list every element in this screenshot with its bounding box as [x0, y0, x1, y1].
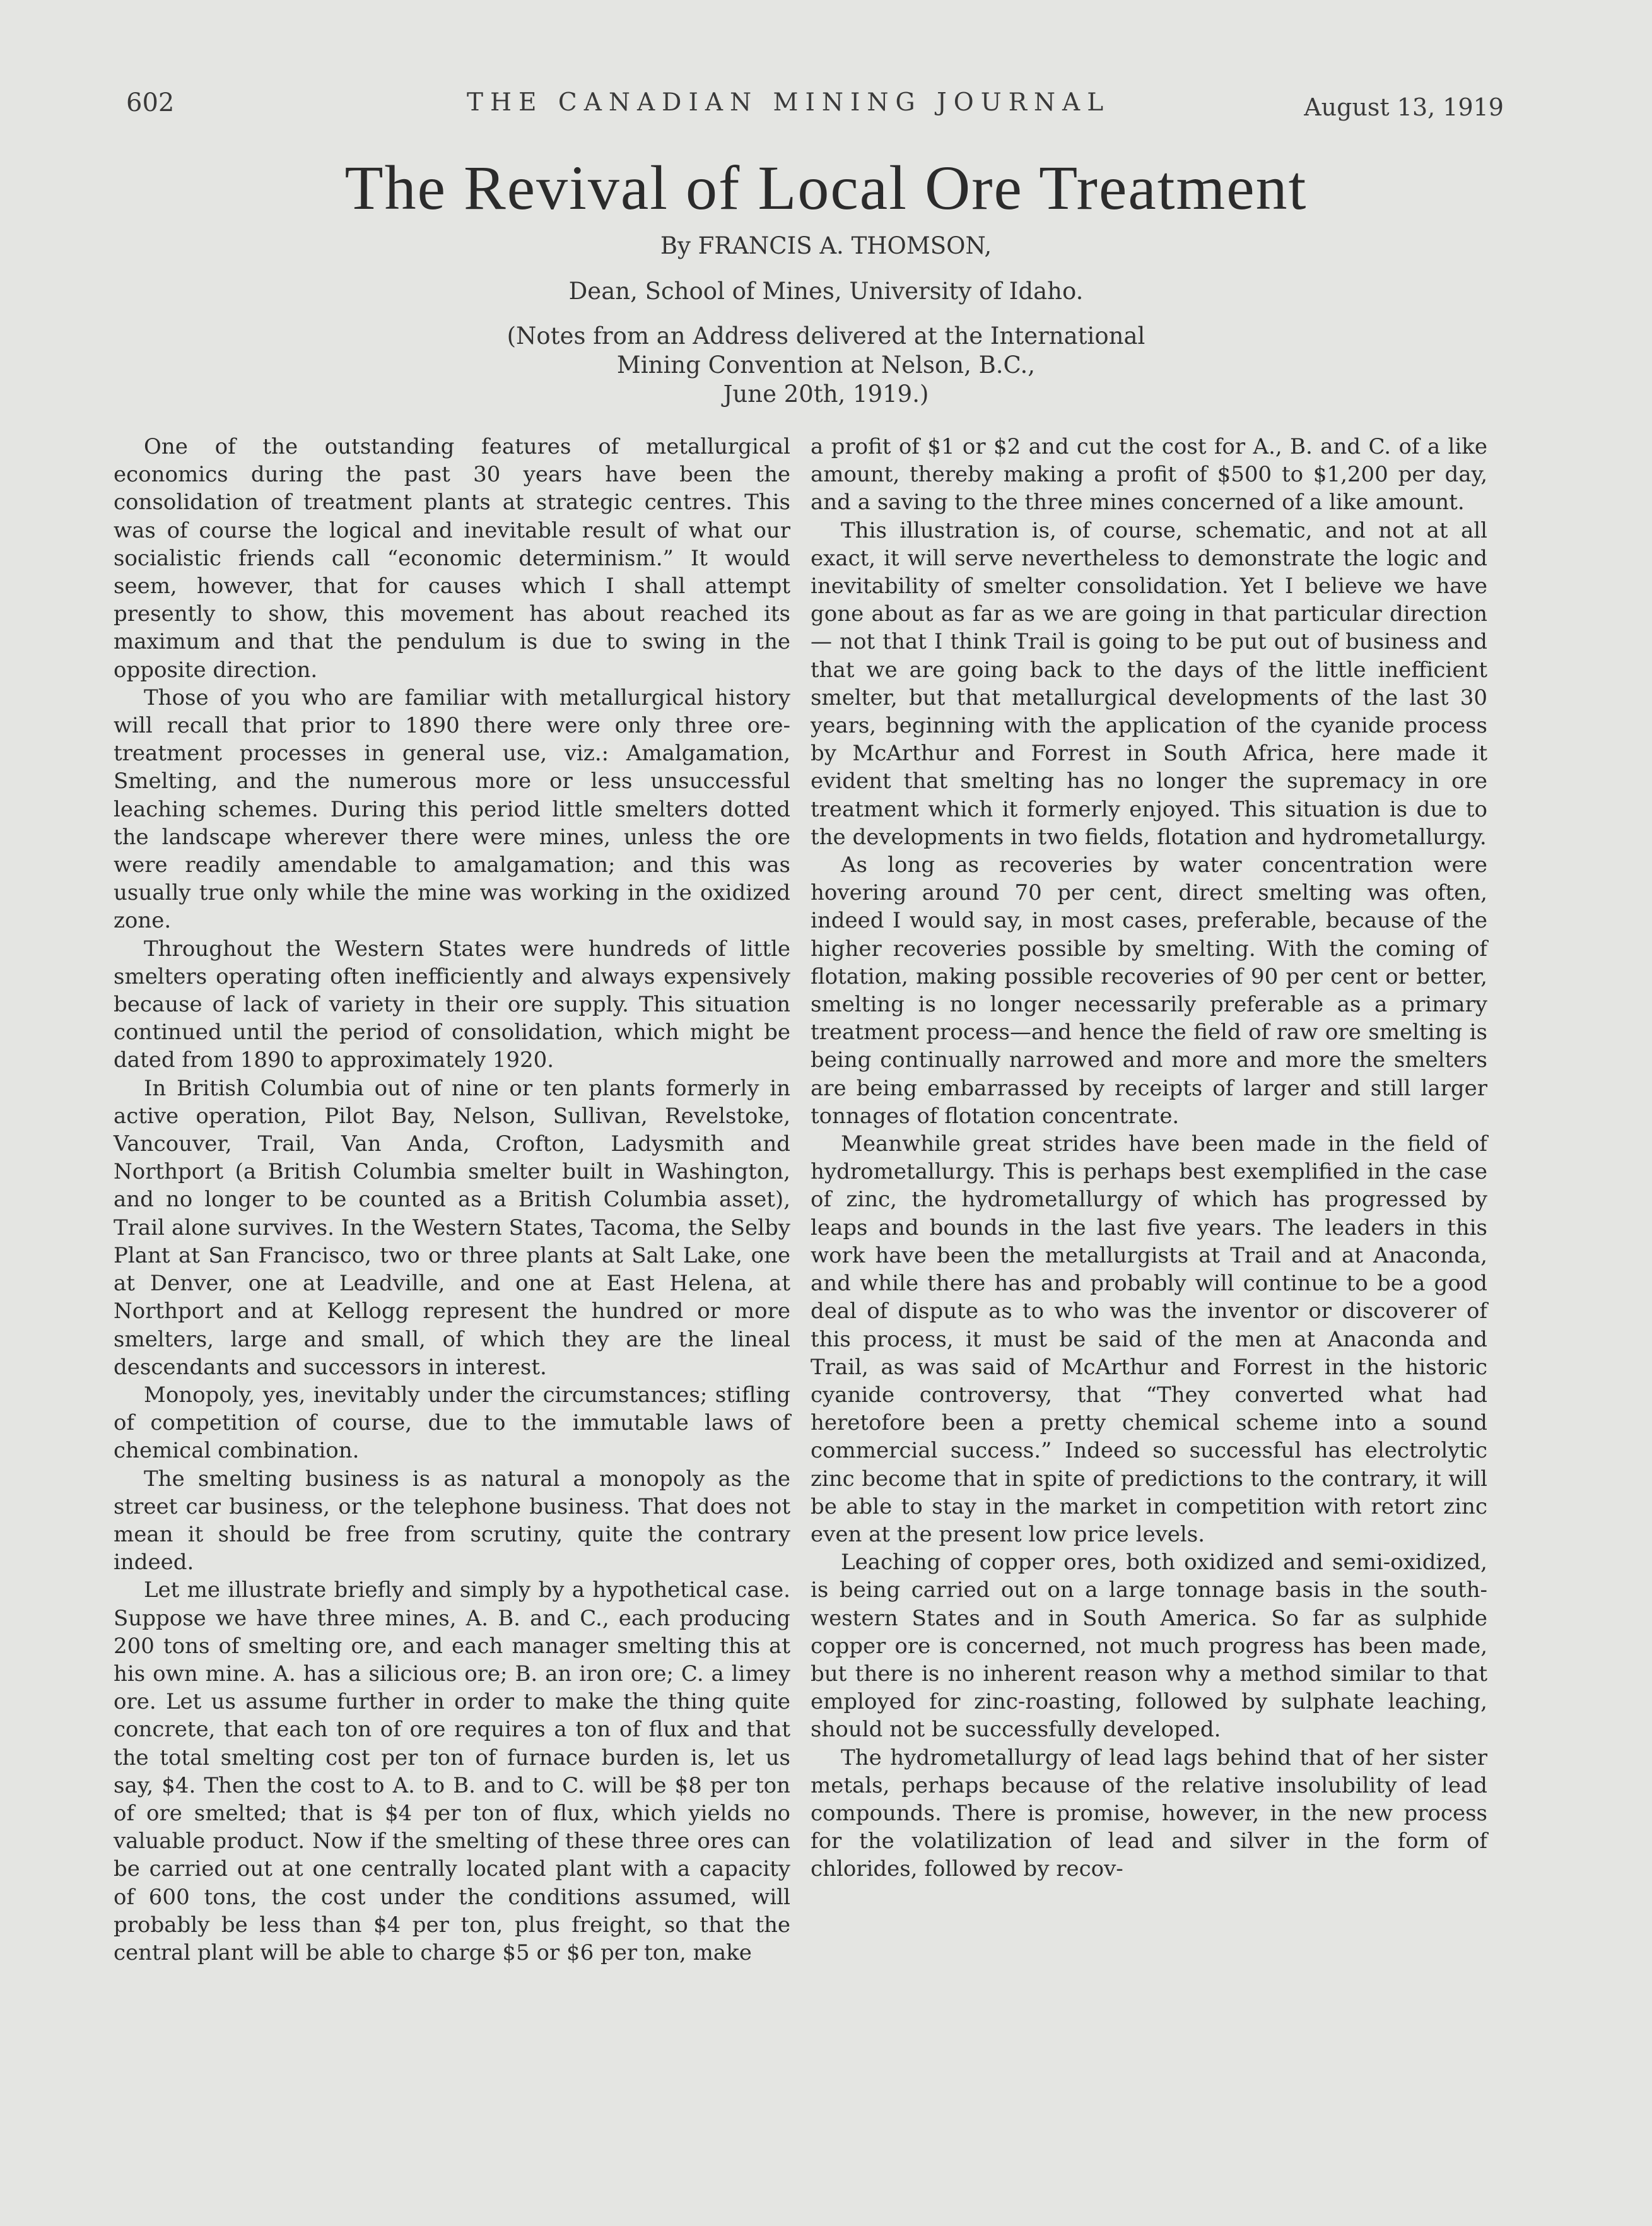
paragraph: In British Columbia out of nine or ten plants formerly in active operation, Pilot Bay, Nelson, Sullivan, Revelstoke, Vancouver, Trail, Van Anda, Crofton, Ladysmith and Northport (a British Columbia smelter built in Washington, and no longer to be counted as a British Columbia asset), Trail alone survives. In the Western States, Tacoma, the Selby Plant at San Francisco, two or three plants at Salt Lake, one at Denver, one at Leadville, and one at East Helena, at Northport and at Kellogg represent the hundred or more smelters, large and small, of which they are the lineal descendants and successors in interest.: [114, 1075, 790, 1380]
paragraph: As long as recoveries by water concentration were hovering around 70 per cent, direct smelting was often, indeed I would say, in most cases, preferable, because of the higher recoveries possible by smelting. With the coming of flotation, making possible recoveries of 90 per cent or better, smelting is no longer necessarily preferable as a primary treatment process—and hence the field of raw ore smelting is being continually narrowed and more and more the smelters are being embarrassed by receipts of larger and still larger tonnages of flotation concentrate.: [811, 852, 1487, 1129]
paragraph: Monopoly, yes, inevitably under the circumstances; stifling of competition of course, due to the immutable laws of chemical combination.: [114, 1382, 790, 1464]
paragraph: Leaching of copper ores, both oxidized and semi-oxidized, is being carried out on a large tonnage basis in the south-western States and in South America. So far as sulphide copper ore is concerned, not much progress has been made, but there is no inherent reason why a method similar to that employed for zinc-roasting, followed by sulphate leaching, should not be successfully developed.: [811, 1550, 1487, 1743]
note-line: (Notes from an Address delivered at the International: [507, 322, 1145, 350]
left-column: [114, 433, 790, 1967]
paragraph: One of the outstanding features of metallurgical economics during the past 30 years have been the consolidation of treatment plants at strategic centres. This was of course the logical and inevitable result of what our socialistic friends call “economic determinism.” It would seem, however, that for causes which I shall attempt presently to show, this movement has about reached its maximum and that the pendulum is due to swing in the opposite direction.: [114, 434, 790, 683]
paragraph: Meanwhile great strides have been made in the field of hydrometallurgy. This is perhaps best exemplified in the case of zinc, the hydrometallurgy of which has progressed by leaps and bounds in the last five years. The leaders in this work have been the metallurgists at Trail and at Anaconda, and while there has and probably will continue to be a good deal of dispute as to who was the inventor or discoverer of this process, it must be said of the men at Anaconda and Trail, as was said of McArthur and Forrest in the historic cyanide controversy, that “They converted what had heretofore been a pretty chemical scheme into a sound commercial success.” Indeed so successful has electrolytic zinc become that in spite of predictions to the contrary, it will be able to stay in the market in competition with retort zinc even at the present low price levels.: [811, 1131, 1487, 1547]
issue-date: August 13, 1919: [1304, 93, 1504, 121]
right-column: [811, 433, 1487, 1883]
note-line: Mining Convention at Nelson, B.C.,: [616, 351, 1036, 379]
paragraph: The hydrometallurgy of lead lags behind that of her sister metals, perhaps because of the relative insolubility of lead compounds. There is promise, however, in the new process for the volatilization of lead and silver in the form of chlorides, followed by recov-: [811, 1745, 1487, 1882]
paragraph: a profit of $1 or $2 and cut the cost for A., B. and C. of a like amount, thereby making a profit of $500 to $1,200 per day, and a saving to the three mines concerned of a like amount.: [811, 434, 1487, 515]
paragraph: Let me illustrate briefly and simply by a hypothetical case. Suppose we have three mines, A. B. and C., each producing 200 tons of smelting ore, and each manager smelting this at his own mine. A. has a silicious ore; B. an iron ore; C. a limey ore. Let us assume further in order to make the thing quite concrete, that each ton of ore requires a ton of flux and that the total smelting cost per ton of furnace burden is, let us say, $4. Then the cost to A. to B. and to C. will be $8 per ton of ore smelted; that is $4 per ton of flux, which yields no valuable product. Now if the smelting of these three ores can be carried out at one centrally located plant with a capacity of 600 tons, the cost under the conditions assumed, will probably be less than $4 per ton, plus freight, so that the central plant will be able to charge $5 or $6 per ton, make: [114, 1577, 790, 1965]
paragraph: Throughout the Western States were hundreds of little smelters operating often inefficiently and always expensively because of lack of variety in their ore supply. This situation continued until the period of consolidation, which might be dated from 1890 to approximately 1920.: [114, 936, 790, 1073]
paragraph: The smelting business is as natural a monopoly as the street car business, or the telephone business. That does not mean it should be free from scrutiny, quite the contrary indeed.: [114, 1466, 790, 1575]
article-title: The Revival of Local Ore Treatment: [344, 153, 1308, 223]
author-affiliation: Dean, School of Mines, University of Idaho.: [568, 278, 1084, 305]
page-number: 602: [126, 88, 175, 117]
running-head: [126, 88, 1504, 126]
paragraph: This illustration is, of course, schematic, and not at all exact, it will serve nevertheless to demonstrate the logic and inevitability of smelter consolidation. Yet I believe we have gone about as far as we are going in that particular direction — not that I think Trail is going to be put out of business and that we are going back to the days of the little inefficient smelter, but that metallurgical developments of the last 30 years, beginning with the application of the cyanide process by McArthur and Forrest in South Africa, here made it evident that smelting has no longer the supremacy in ore treatment which it formerly enjoyed. This situation is due to the developments in two fields, flotation and hydrometallurgy.: [811, 517, 1487, 850]
note-line: June 20th, 1919.): [723, 380, 929, 408]
paragraph: Those of you who are familiar with metallurgical history will recall that prior to 1890 there were only three ore-treatment processes in general use, viz.: Amalgamation, Smelting, and the numerous more or less unsuccessful leaching schemes. During this period little smelters dotted the landscape wherever there were mines, unless the ore were readily amendable to amalgamation; and this was usually true only while the mine was working in the oxidized zone.: [114, 685, 790, 934]
article-byline: By FRANCIS A. THOMSON,: [660, 232, 992, 259]
address-note: [0, 322, 1652, 409]
journal-title: THE CANADIAN MINING JOURNAL: [467, 88, 1111, 117]
